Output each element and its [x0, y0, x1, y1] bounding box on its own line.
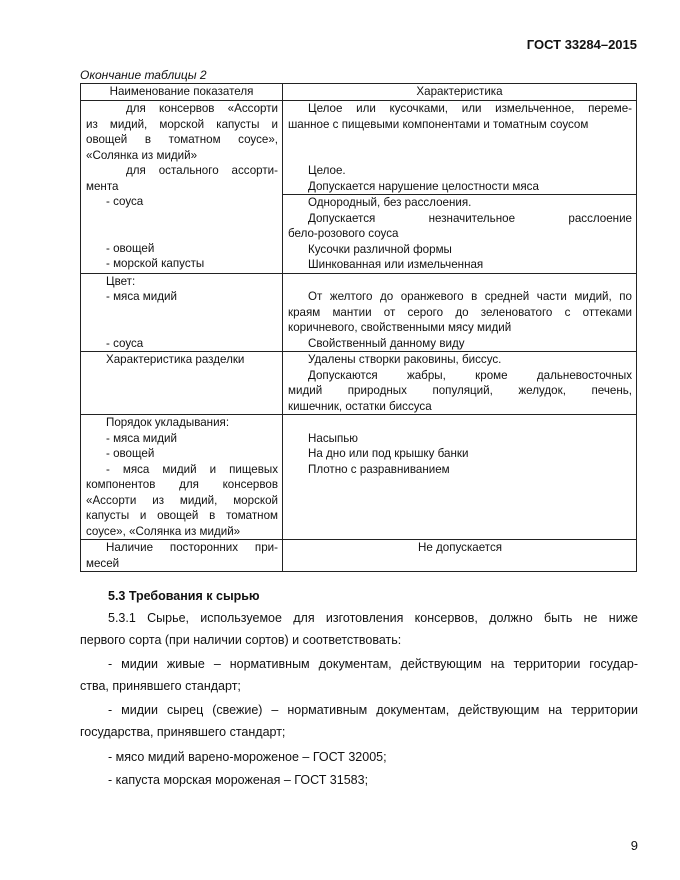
cell-line: Удалены створки раковины, биссус. [308, 353, 502, 366]
cell-line: «Ассорти из мидий, морской [86, 493, 278, 507]
cell-line: Наличие посторонних при- [106, 541, 278, 554]
cell-line: - овощей [106, 447, 155, 460]
paragraph-line: ства, принявшего стандарт; [80, 679, 241, 693]
table-row [81, 273, 637, 352]
cell-line: Однородный, без расслоения. [283, 194, 636, 211]
cell-line: капусты и овощей в томатном [86, 509, 278, 522]
section-title: 5.3 Требования к сырью [108, 589, 260, 603]
cell-line: - мяса мидий [106, 290, 177, 303]
cell-line: компонентов для консервов [86, 478, 278, 491]
indicator-cell [81, 415, 283, 540]
cell-line: - мяса мидий [106, 431, 177, 445]
cell-line: мента [86, 179, 119, 193]
cell-line: - соуса [106, 336, 144, 350]
indicator-cell [81, 273, 283, 352]
cell-line: - морской капусты [106, 257, 205, 270]
cell-line: коричневого, свойственными мясу мидий [288, 321, 512, 334]
cell-line: - мяса мидий и пищевых [106, 462, 278, 476]
indicator-cell [81, 540, 283, 572]
paragraph-line: государства, принявшего стандарт; [80, 725, 286, 739]
page-number: 9 [630, 838, 638, 853]
cell-line: Цвет: [106, 274, 136, 288]
paragraph-5-3-1 [80, 607, 638, 651]
cell-line: овощей в томатном соусе», [86, 133, 278, 146]
column-header-indicator: Наименование показателя [81, 84, 283, 101]
cell-line: Порядок укладывания: [106, 416, 230, 429]
cell-line: От желтого до оранжевого в средней части мидий, по [308, 290, 632, 303]
table-caption: Окончание таблицы 2 [80, 68, 207, 82]
cell-line: краям мантии от серого до зеленоватого с оттеками [288, 305, 632, 319]
cell-line: Целое. [308, 164, 346, 177]
characteristic-cell [283, 101, 637, 274]
table-header-row [81, 84, 637, 101]
paragraph-line: - мидии сырец (свежие) – нормативным документам, действующим на территории [108, 703, 638, 717]
cell-line: На дно или под крышку банки [308, 447, 469, 460]
cell-line: мидий природных популяций, желудок, печень, [288, 384, 632, 397]
cell-line: «Солянка из мидий» [86, 148, 198, 162]
cell-line: бело-розового соуса [288, 227, 399, 240]
cell-line: - соуса [106, 195, 144, 208]
cell-line: Допускается незначительное расслоение [308, 211, 632, 225]
cell-line: Целое или кусочками, или измельченное, переме- [308, 102, 632, 115]
cell-line: из мидий, морской капусты и [86, 117, 278, 131]
table-row [81, 540, 637, 572]
cell-line: Допускается нарушение целостности мяса [308, 179, 539, 193]
indicator-cell [81, 352, 283, 415]
characteristic-cell [283, 540, 637, 572]
cell-line: для консервов «Ассорти [126, 102, 278, 115]
characteristic-cell [283, 415, 637, 540]
cell-line: - овощей [106, 241, 155, 255]
document-header: ГОСТ 33284–2015 [526, 37, 637, 52]
paragraph-line: 5.3.1 Сырье, используемое для изготовления консервов, должно быть не ниже [108, 611, 638, 625]
cell-line: Не допускается [417, 541, 503, 554]
table-row [81, 352, 637, 415]
table-row [81, 101, 637, 274]
list-item: - капуста морская мороженая – ГОСТ 31583; [108, 773, 369, 787]
paragraph-line: - мидии живые – нормативным документам, действующим на территории государ- [108, 657, 638, 671]
list-item: - мясо мидий варено-мороженое – ГОСТ 32005; [108, 750, 387, 764]
cell-line: Плотно с разравниванием [308, 462, 450, 476]
characteristic-cell [283, 273, 637, 352]
cell-line: месей [86, 556, 120, 570]
paragraph-line: первого сорта (при наличии сортов) и соответствовать: [80, 633, 402, 647]
cell-line: для остального ассорти- [126, 164, 278, 177]
cell-line: Свойственный данному виду [308, 336, 465, 350]
cell-line: Шинкованная или измельченная [308, 258, 484, 271]
list-item [80, 699, 638, 743]
indicator-cell [81, 101, 283, 274]
cell-line: Допускаются жабры, кроме дальневосточных [308, 368, 632, 382]
characteristics-table [80, 83, 637, 572]
cell-line: шанное с пищевыми компонентами и томатным соусом [288, 117, 589, 131]
column-header-characteristic: Характеристика [283, 84, 637, 101]
list-item [80, 653, 638, 697]
cell-line: соусе», «Солянка из мидий» [86, 524, 241, 538]
characteristic-cell [283, 352, 637, 415]
table-row [81, 415, 637, 540]
cell-line: кишечник, остатки биссуса [288, 399, 432, 413]
cell-line: Характеристика разделки [106, 353, 245, 366]
cell-line: Насыпью [308, 431, 358, 445]
cell-line: Кусочки различной формы [308, 242, 452, 256]
